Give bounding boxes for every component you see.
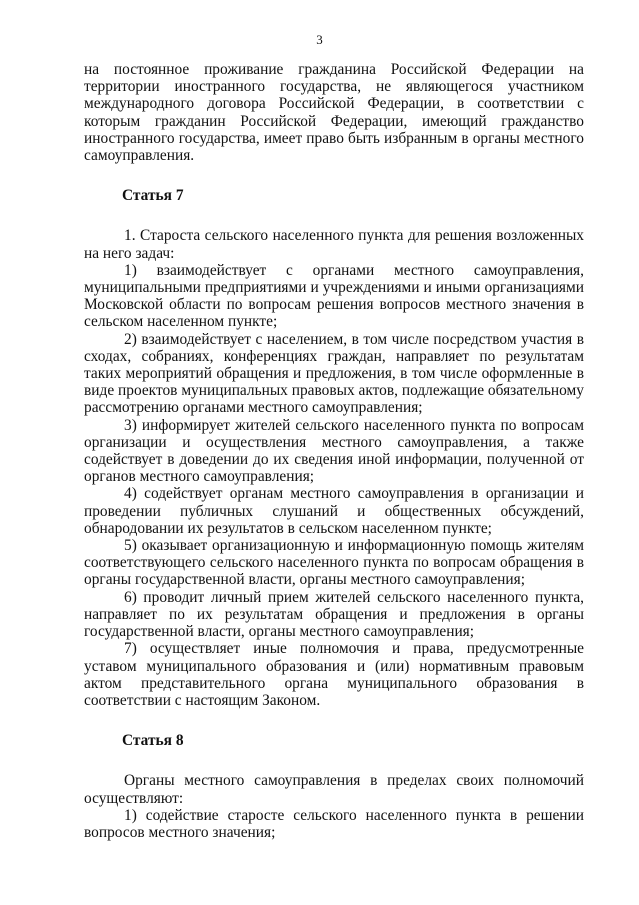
spacer — [84, 709, 584, 732]
article-8-paragraph-1: Органы местного самоуправления в пределах своих полномочий осуществляют: — [84, 772, 584, 807]
article-8-item-1: 1) содействие старосте сельского населенного пункта в решении вопросов местного значения; — [84, 806, 584, 841]
article-7-item-7: 7) осуществляет иные полномочия и права, предусмотренные уставом муниципального образования и (или) нормативным правовым актом представительного органа муниципального образования в соответствии с настоящим Законом. — [84, 640, 584, 709]
spacer — [84, 749, 584, 772]
article-7-paragraph-1: 1. Староста сельского населенного пункта для решения возложенных на него задач: — [84, 227, 584, 262]
spacer — [84, 164, 584, 187]
article-7-item-1: 1) взаимодействует с органами местного самоуправления, муниципальными предприятиями и учреждениями и иными организациями Московской области по вопросам решения вопросов местного значения в сельском населенном пункте; — [84, 261, 584, 331]
document-body — [84, 61, 584, 841]
article-8-heading: Статья 8 — [122, 732, 184, 750]
article-7-item-6: 6) проводит личный прием жителей сельского населенного пункта, направляет по их результатам обращения и предложения в органы государственной власти, органы местного самоуправления; — [84, 588, 584, 641]
page-number: 3 — [316, 32, 323, 47]
article-7-item-4: 4) содействует органам местного самоуправления в организации и проведении публичных слушаний и общественных обсуждений, обнародовании их результатов в сельском населенном пункте; — [84, 485, 584, 537]
spacer — [84, 204, 584, 227]
article-7-heading: Статья 7 — [122, 187, 184, 205]
article-7-item-3: 3) информирует жителей сельского населенного пункта по вопросам организации и осуществления местного самоуправления, а также содействует в доведении до их сведения иной информации, полученной от органов местного самоуправления; — [84, 416, 584, 486]
article-7-item-5: 5) оказывает организационную и информационную помощь жителям соответствующего сельского населенного пункта по вопросам обращения в органы государственной власти, органы местного самоуправления; — [84, 537, 584, 589]
article-7-item-2: 2) взаимодействует с населением, в том числе посредством участия в сходах, собраниях, конференциях граждан, направляет по результатам таких мероприятий обращения и предложения, в том числе оформленные в виде проектов муниципальных правовых актов, подлежащие обязательному рассмотрению органами местного самоуправления; — [84, 330, 584, 417]
intro-paragraph: на постоянное проживание гражданина Российской Федерации на территории иностранного государства, не являющегося участником международного договора Российской Федерации, в соответствии с которым гражданин Российской Федерации, имеющий гражданство иностранного государства, имеет право быть избранным в органы местного самоуправления. — [84, 61, 584, 165]
